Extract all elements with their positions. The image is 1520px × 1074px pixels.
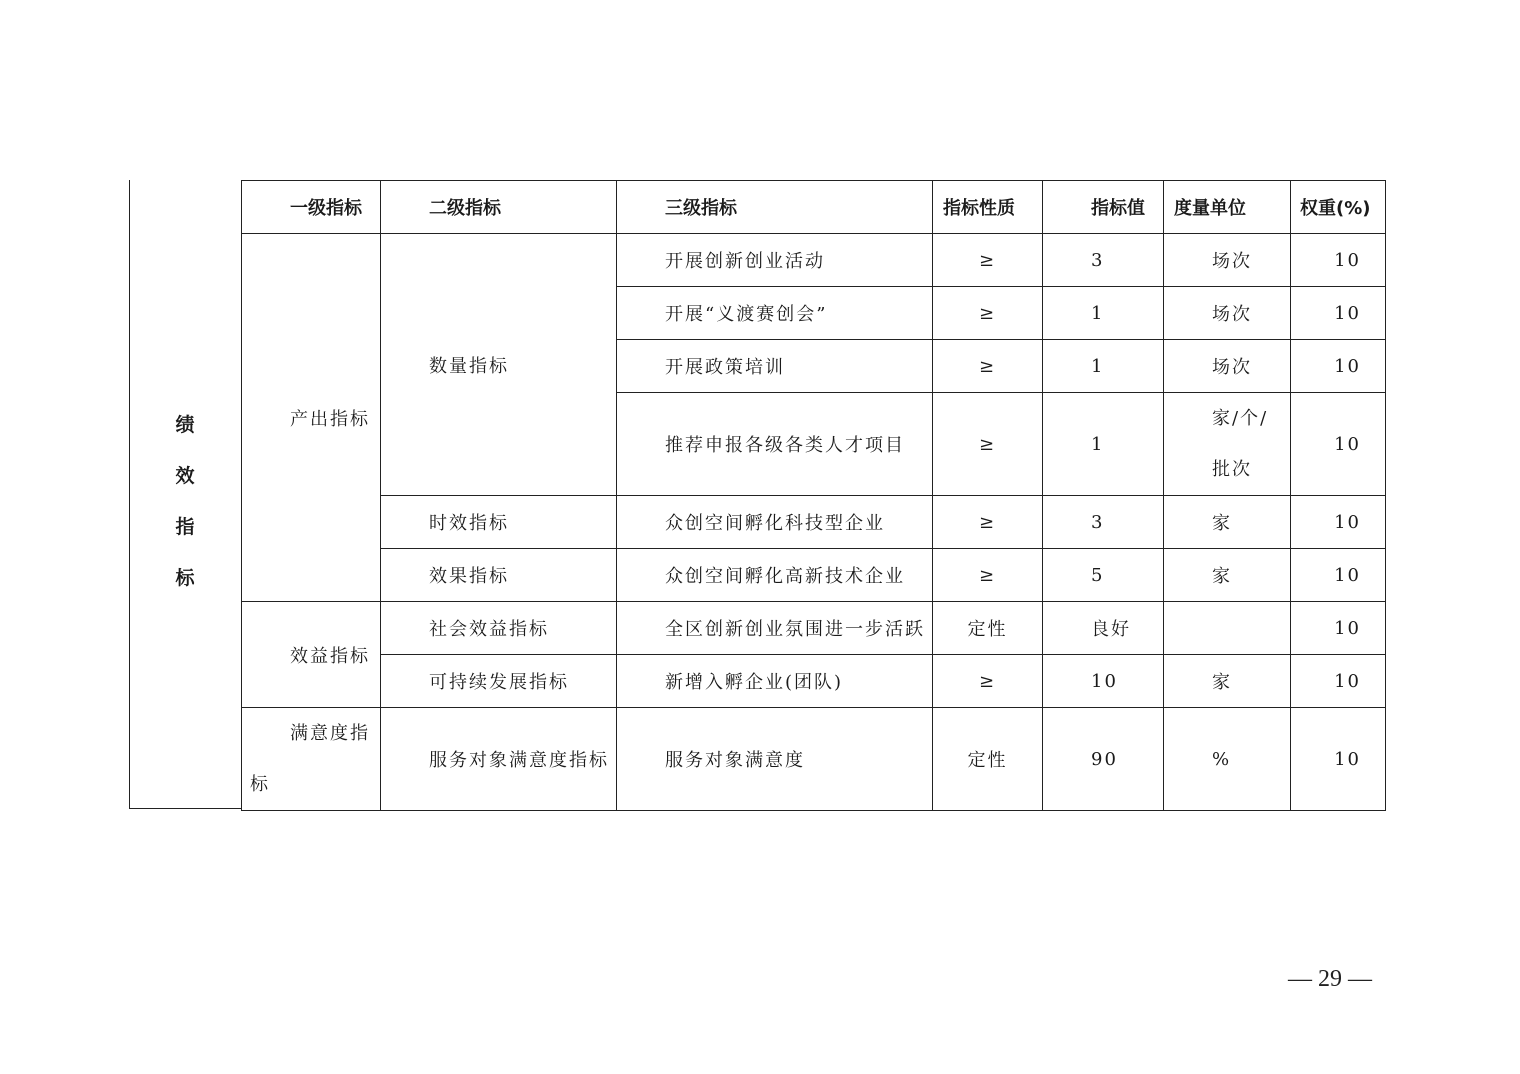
indicator-nature: ≥ bbox=[933, 287, 1043, 340]
table-row bbox=[242, 602, 1386, 655]
group-satisfaction bbox=[242, 708, 381, 811]
indicator-unit-text: 家/个/批次 bbox=[1212, 408, 1269, 480]
indicator-unit: % bbox=[1164, 708, 1291, 811]
indicator-name: 服务对象满意度 bbox=[617, 708, 933, 811]
indicator-weight: 10 bbox=[1291, 234, 1386, 287]
indicator-weight: 10 bbox=[1291, 708, 1386, 811]
side-label-char: 绩 bbox=[175, 414, 195, 436]
indicator-nature: ≥ bbox=[933, 496, 1043, 549]
header-level3: 三级指标 bbox=[617, 181, 933, 234]
indicator-nature: ≥ bbox=[933, 393, 1043, 496]
indicator-unit bbox=[1164, 393, 1291, 496]
indicator-name: 开展“义渡赛创会” bbox=[617, 287, 933, 340]
indicator-unit: 场次 bbox=[1164, 234, 1291, 287]
indicator-weight: 10 bbox=[1291, 549, 1386, 602]
indicator-weight: 10 bbox=[1291, 496, 1386, 549]
table-row bbox=[242, 708, 1386, 811]
side-label-char: 效 bbox=[175, 465, 195, 487]
indicator-nature: ≥ bbox=[933, 340, 1043, 393]
indicator-weight: 10 bbox=[1291, 340, 1386, 393]
indicator-value: 1 bbox=[1043, 393, 1164, 496]
indicator-nature: ≥ bbox=[933, 234, 1043, 287]
indicator-value: 1 bbox=[1043, 287, 1164, 340]
performance-indicator-side-label bbox=[129, 400, 241, 604]
group-benefit: 效益指标 bbox=[242, 602, 381, 708]
group-satisfaction-sub: 服务对象满意度指标 bbox=[381, 708, 617, 811]
indicator-name: 开展创新创业活动 bbox=[617, 234, 933, 287]
group-effect: 效果指标 bbox=[381, 549, 617, 602]
indicator-name: 开展政策培训 bbox=[617, 340, 933, 393]
table-row bbox=[242, 655, 1386, 708]
header-unit: 度量单位 bbox=[1164, 181, 1291, 234]
group-timeliness: 时效指标 bbox=[381, 496, 617, 549]
header-weight: 权重(%) bbox=[1291, 181, 1386, 234]
indicator-value: 3 bbox=[1043, 234, 1164, 287]
table-row bbox=[242, 234, 1386, 287]
group-satisfaction-line1: 满意度指 bbox=[290, 723, 370, 744]
indicator-name: 众创空间孵化高新技术企业 bbox=[617, 549, 933, 602]
indicator-value: 3 bbox=[1043, 496, 1164, 549]
indicator-value: 5 bbox=[1043, 549, 1164, 602]
indicator-value: 良好 bbox=[1043, 602, 1164, 655]
indicator-value: 1 bbox=[1043, 340, 1164, 393]
group-satisfaction-line2: 标 bbox=[250, 774, 270, 795]
header-nature: 指标性质 bbox=[933, 181, 1043, 234]
indicator-value: 90 bbox=[1043, 708, 1164, 811]
table-row bbox=[242, 549, 1386, 602]
group-sustainable: 可持续发展指标 bbox=[381, 655, 617, 708]
indicator-name: 众创空间孵化科技型企业 bbox=[617, 496, 933, 549]
indicator-nature: 定性 bbox=[933, 708, 1043, 811]
side-label-char: 指 bbox=[175, 516, 195, 538]
indicator-value: 10 bbox=[1043, 655, 1164, 708]
page-number: — 29 — bbox=[1288, 966, 1372, 992]
indicator-unit bbox=[1164, 602, 1291, 655]
indicator-unit: 场次 bbox=[1164, 287, 1291, 340]
indicator-weight: 10 bbox=[1291, 602, 1386, 655]
indicator-unit: 家 bbox=[1164, 549, 1291, 602]
indicator-unit: 家 bbox=[1164, 655, 1291, 708]
indicator-nature: 定性 bbox=[933, 602, 1043, 655]
table-header-row bbox=[242, 181, 1386, 234]
indicator-weight: 10 bbox=[1291, 393, 1386, 496]
indicator-name: 新增入孵企业(团队) bbox=[617, 655, 933, 708]
performance-indicator-table bbox=[241, 180, 1386, 811]
indicator-unit: 场次 bbox=[1164, 340, 1291, 393]
indicator-weight: 10 bbox=[1291, 655, 1386, 708]
indicator-nature: ≥ bbox=[933, 655, 1043, 708]
header-level1: 一级指标 bbox=[242, 181, 381, 234]
indicator-weight: 10 bbox=[1291, 287, 1386, 340]
group-output: 产出指标 bbox=[242, 234, 381, 602]
indicator-name: 推荐申报各级各类人才项目 bbox=[617, 393, 933, 496]
header-level2: 二级指标 bbox=[381, 181, 617, 234]
indicator-nature: ≥ bbox=[933, 549, 1043, 602]
header-value: 指标值 bbox=[1043, 181, 1164, 234]
side-label-char: 标 bbox=[175, 567, 195, 589]
table-row bbox=[242, 496, 1386, 549]
indicator-name: 全区创新创业氛围进一步活跃 bbox=[617, 602, 933, 655]
group-quantity: 数量指标 bbox=[381, 234, 617, 496]
indicator-unit: 家 bbox=[1164, 496, 1291, 549]
group-social-benefit: 社会效益指标 bbox=[381, 602, 617, 655]
